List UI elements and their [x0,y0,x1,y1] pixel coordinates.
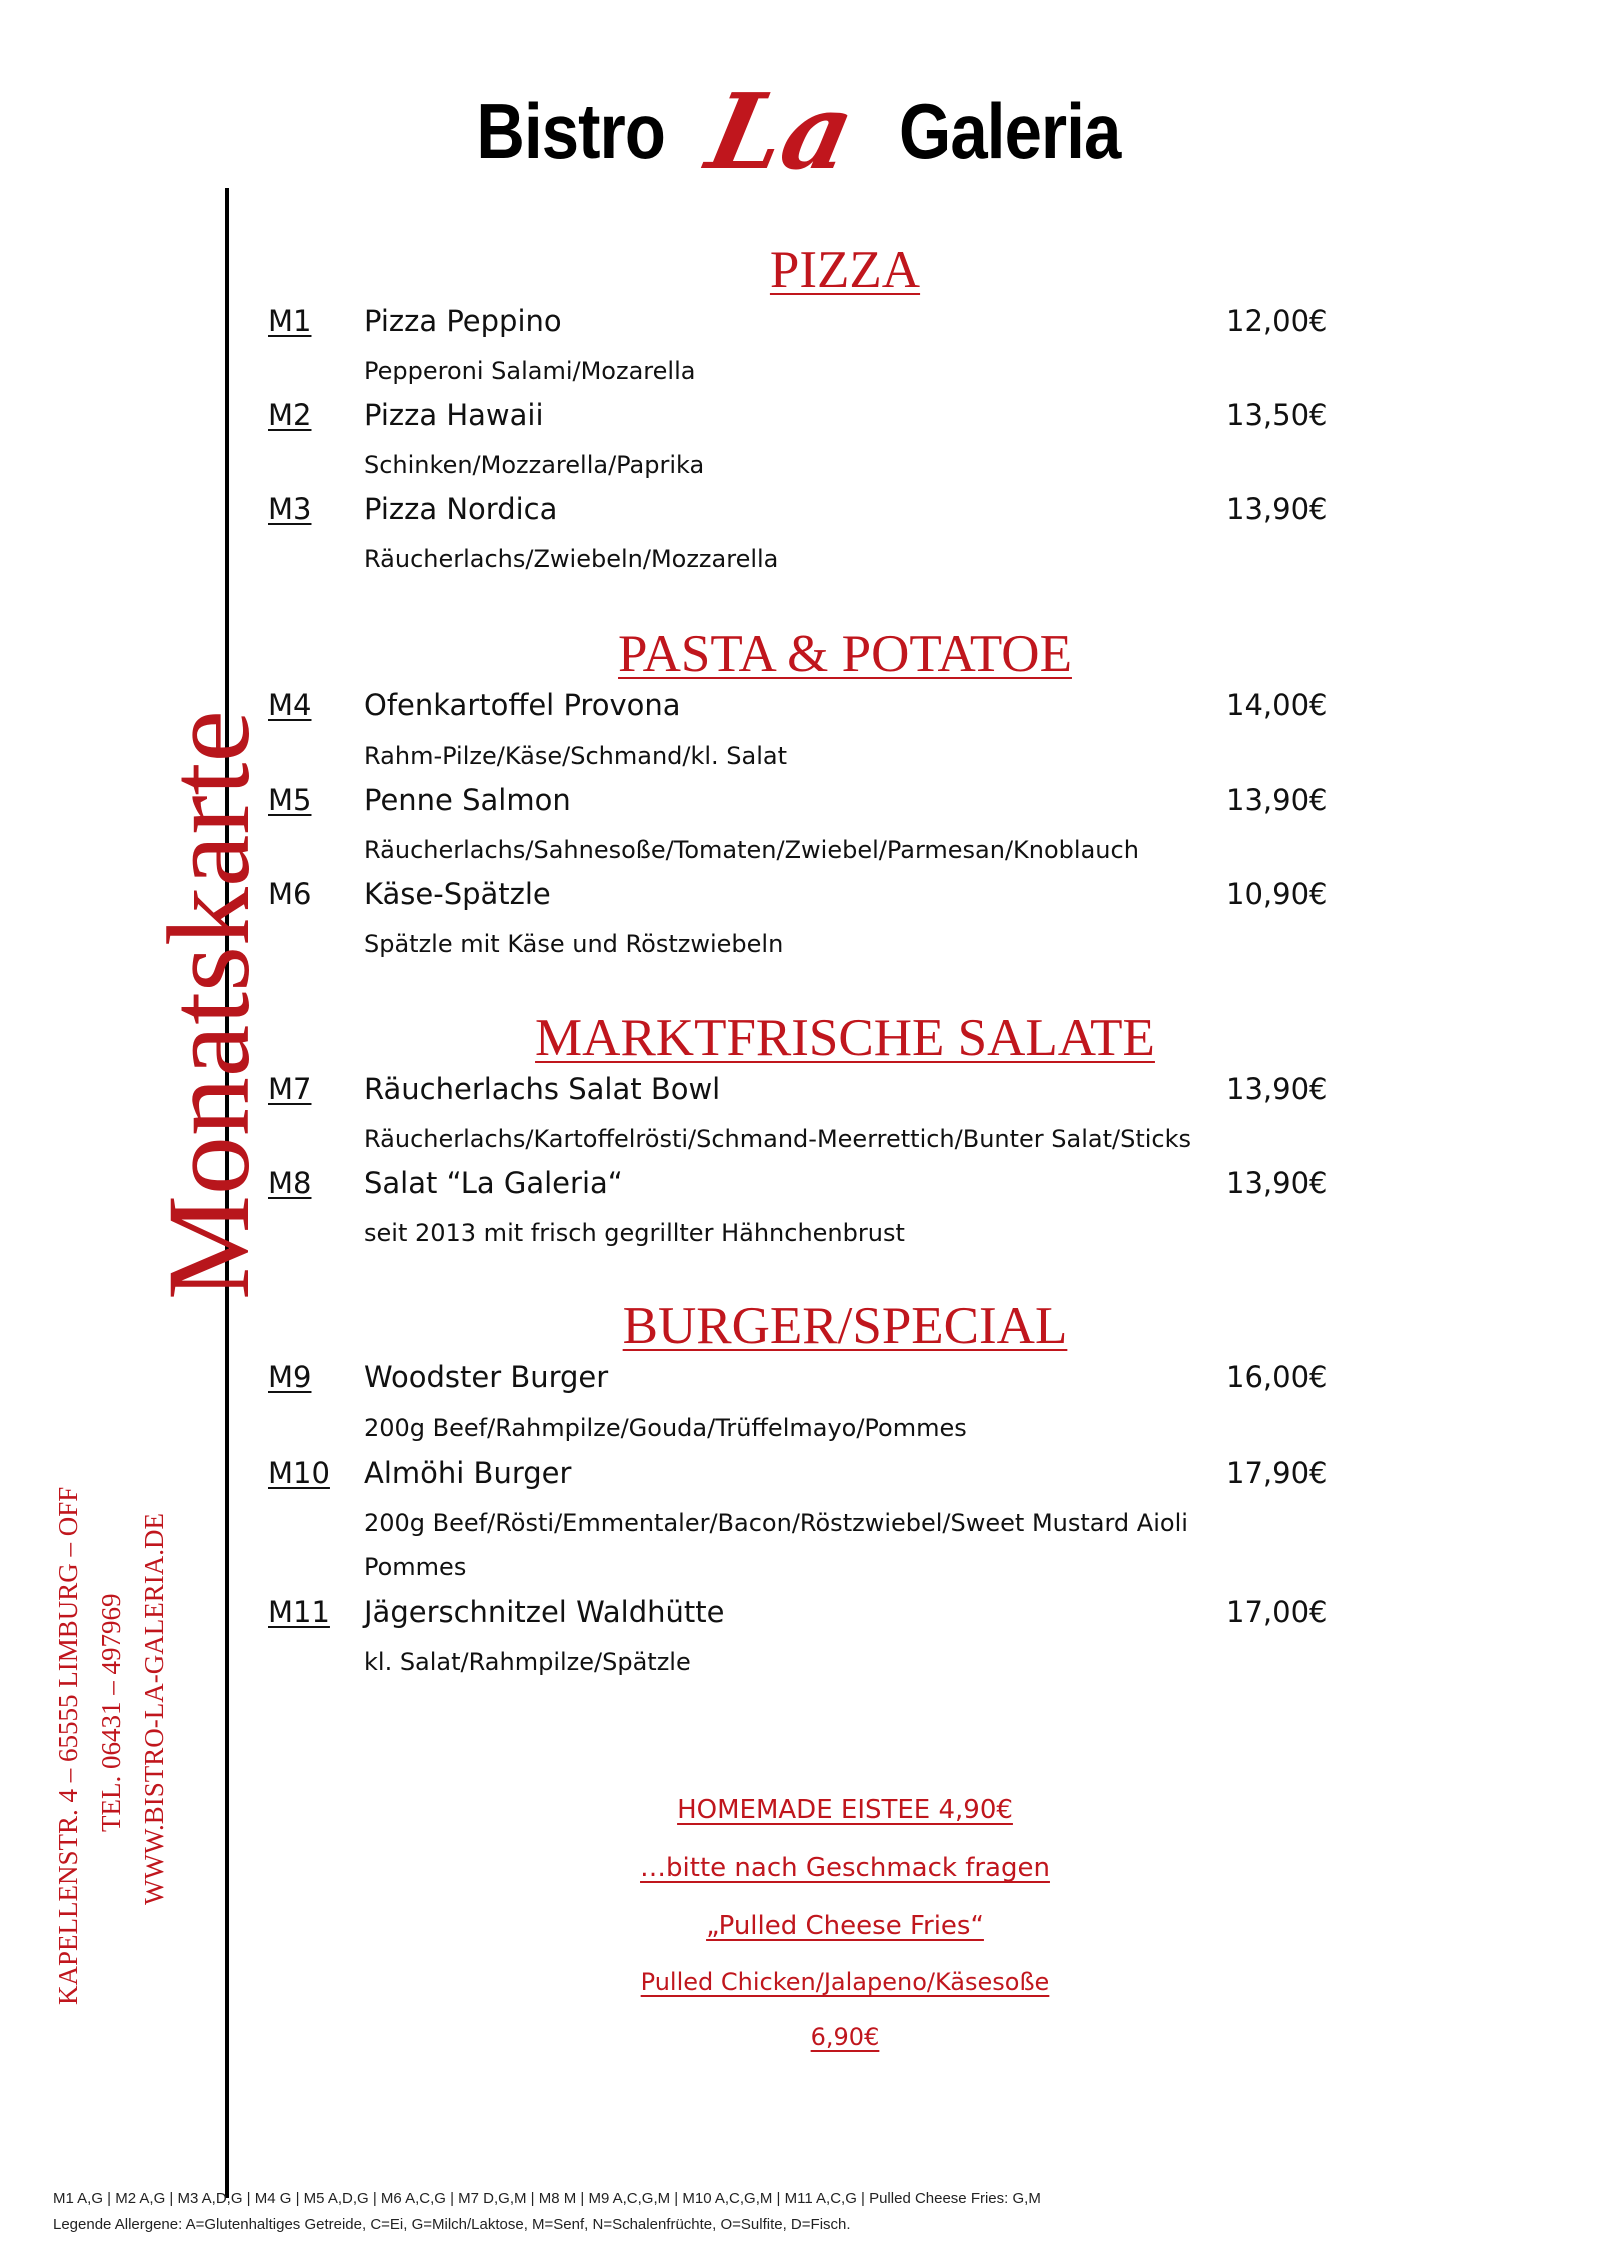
item-description: Räucherlachs/Kartoffelrösti/Schmand-Meerrettich/Bunter Salat/Sticks [364,1125,1192,1153]
item-description: Spätzle mit Käse und Röstzwiebeln [364,930,784,958]
item-description: 200g Beef/Rahmpilze/Gouda/Trüffelmayo/Pommes [364,1414,967,1442]
menu-item [0,304,1600,344]
special-fries-desc: Pulled Chicken/Jalapeno/Käsesoße [640,1968,1050,1996]
brand-la: La [697,70,865,193]
item-code: M3 [268,492,312,526]
item-name: Räucherlachs Salat Bowl [364,1072,721,1106]
item-name: Jägerschnitzel Waldhütte [364,1595,725,1629]
menu-item [0,492,1600,532]
item-name: Woodster Burger [364,1360,609,1394]
contact-address: KAPELLENSTR. 4 – 65555 LIMBURG – OFF [53,1486,83,2005]
item-code: M5 [268,783,312,817]
side-title: Monatskarte [143,710,274,1300]
item-description: Rahm-Pilze/Käse/Schmand/kl. Salat [364,742,788,770]
menu-item [0,783,1600,823]
contact-web: WWW.BISTRO-LA-GALERIA.DE [139,1513,169,1905]
item-code: M2 [268,398,312,432]
section-title-salate: MARKTFRISCHE SALATE [535,1009,1155,1067]
menu-item [0,877,1600,917]
allergens-line: M1 A,G | M2 A,G | M3 A,D,G | M4 G | M5 A,D,G | M6 A,C,G | M7 D,G,M | M8 M | M9 A,C,G,M | M10 A,C,G,M | M11 A,C,G | Pulled Cheese Fries: G,M [53,2190,1041,2207]
section-title-pizza: PIZZA [769,241,921,299]
item-price: 13,90€ [1226,1166,1328,1200]
special-fries-title: „Pulled Cheese Fries“ [706,1911,984,1941]
item-description: Räucherlachs/Sahnesoße/Tomaten/Zwiebel/Parmesan/Knoblauch [364,836,1139,864]
item-code: M8 [268,1166,312,1200]
item-price: 16,00€ [1226,1360,1328,1394]
section-title-pasta: PASTA & POTATOE [618,625,1072,683]
item-code: M11 [268,1595,330,1629]
menu-item [0,1166,1600,1206]
special-eistee: HOMEMADE EISTEE 4,90€ [677,1795,1013,1825]
item-price: 17,90€ [1226,1456,1328,1490]
item-name: Pizza Nordica [364,492,558,526]
item-price: 10,90€ [1226,877,1328,911]
item-price: 14,00€ [1226,688,1328,722]
item-name: Käse-Spätzle [364,877,551,911]
item-name: Ofenkartoffel Provona [364,688,681,722]
item-description-cont: Pommes [364,1553,467,1581]
item-price: 13,50€ [1226,398,1328,432]
item-name: Penne Salmon [364,783,571,817]
section-title-burger: BURGER/SPECIAL [622,1297,1068,1355]
item-price: 12,00€ [1226,304,1328,338]
item-price: 13,90€ [1226,1072,1328,1106]
menu-item [0,1360,1600,1400]
item-price: 13,90€ [1226,783,1328,817]
item-description: seit 2013 mit frisch gegrillter Hähnchenbrust [364,1219,905,1247]
item-code: M6 [268,877,312,911]
item-name: Almöhi Burger [364,1456,572,1490]
menu-item [0,688,1600,728]
item-code: M10 [268,1456,330,1490]
item-code: M1 [268,304,312,338]
item-name: Pizza Peppino [364,304,562,338]
menu-item [0,398,1600,438]
special-geschmack: …bitte nach Geschmack fragen [640,1853,1050,1883]
brand-bistro: Bistro [476,87,666,175]
item-name: Pizza Hawaii [364,398,544,432]
item-code: M7 [268,1072,312,1106]
allergen-legend: Legende Allergene: A=Glutenhaltiges Getreide, C=Ei, G=Milch/Laktose, M=Senf, N=Schalenfrüchte, O=Sulfite, D=Fisch. [53,2216,851,2233]
item-code: M9 [268,1360,312,1394]
item-description: Räucherlachs/Zwiebeln/Mozzarella [364,545,779,573]
item-name: Salat “La Galeria“ [364,1166,623,1200]
item-description: kl. Salat/Rahmpilze/Spätzle [364,1648,691,1676]
contact-phone: TEL. 06431 – 497969 [96,1593,126,1832]
brand-logo [0,70,1600,193]
item-description: 200g Beef/Rösti/Emmentaler/Bacon/Röstzwiebel/Sweet Mustard Aioli [364,1509,1188,1537]
menu-item [0,1595,1600,1635]
menu-item [0,1456,1600,1496]
brand-galeria: Galeria [899,87,1121,175]
menu-item [0,1072,1600,1112]
item-price: 13,90€ [1226,492,1328,526]
item-description: Pepperoni Salami/Mozarella [364,357,696,385]
item-code: M4 [268,688,312,722]
special-fries-price: 6,90€ [810,2023,880,2051]
item-description: Schinken/Mozzarella/Paprika [364,451,705,479]
item-price: 17,00€ [1226,1595,1328,1629]
